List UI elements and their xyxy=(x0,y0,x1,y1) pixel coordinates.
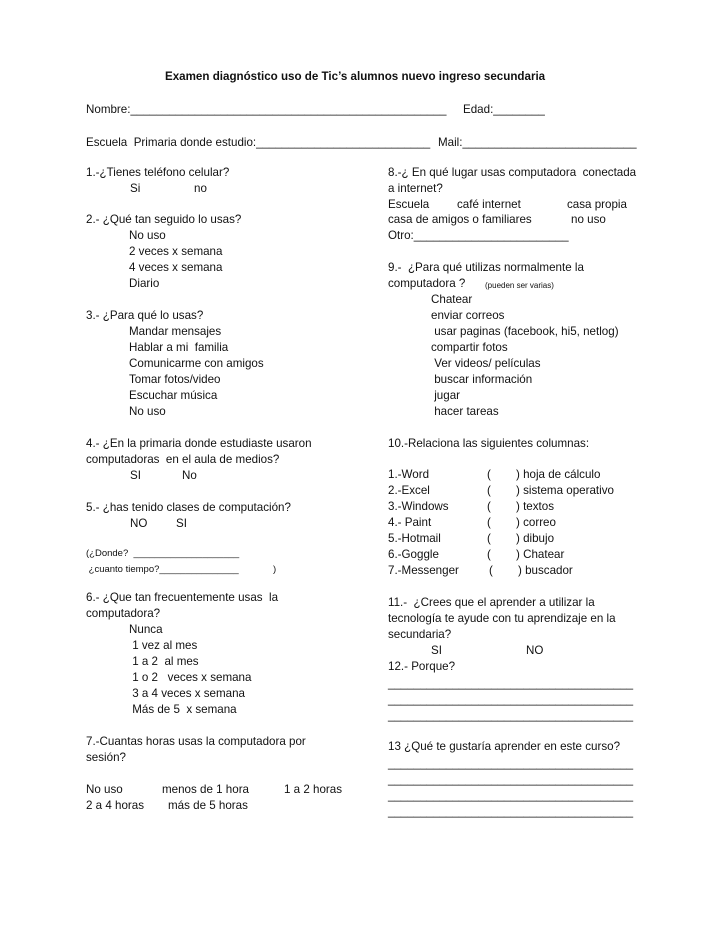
edad-field[interactable]: Edad:________ xyxy=(463,103,545,116)
q6-option[interactable]: Nunca xyxy=(129,623,163,636)
q10-question: 10.-Relaciona las siguientes columnas: xyxy=(388,437,590,450)
q10-right-item: ) correo xyxy=(516,516,556,529)
escuela-field[interactable]: Escuela Primaria donde estudio:___________________________ xyxy=(86,136,431,149)
q4-option-si[interactable]: SI xyxy=(130,469,141,482)
q10-right-item: ) dibujo xyxy=(516,532,555,545)
q6-question-line1: 6.- ¿Que tan frecuentemente usas la xyxy=(86,591,279,604)
q10-left-item: 3.-Windows xyxy=(388,500,449,513)
q10-answer-blank[interactable]: ( xyxy=(489,564,493,577)
q9-option[interactable]: compartir fotos xyxy=(431,341,508,354)
q12-question: 12.- Porque? xyxy=(388,660,456,673)
q10-left-item: 6.-Goggle xyxy=(388,548,439,561)
q9-option[interactable]: Ver videos/ películas xyxy=(431,357,541,370)
q3-option[interactable]: Mandar mensajes xyxy=(129,325,222,338)
page-title: Examen diagnóstico uso de Tic’s alumnos nuevo ingreso secundaria xyxy=(165,70,546,83)
q2-option[interactable]: No uso xyxy=(129,229,166,242)
q10-left-item: 2.-Excel xyxy=(388,484,430,497)
q9-option[interactable]: enviar correos xyxy=(431,309,505,322)
q4-option-no[interactable]: No xyxy=(182,469,197,482)
q8-otro-field[interactable]: Otro:________________________ xyxy=(388,229,569,242)
q10-left-item: 7.-Messenger xyxy=(388,564,459,577)
q3-option[interactable]: Comunicarme con amigos xyxy=(129,357,264,370)
mail-field[interactable]: Mail:___________________________ xyxy=(438,136,637,149)
q10-right-item: ) hoja de cálculo xyxy=(516,468,601,481)
q1-question: 1.-¿Tienes teléfono celular? xyxy=(86,166,230,179)
q13-answer-line[interactable]: ______________________________________ xyxy=(388,773,634,786)
q7-option[interactable]: 1 a 2 horas xyxy=(284,783,343,796)
q4-question-line1: 4.- ¿En la primaria donde estudiaste usaron xyxy=(86,437,312,450)
q8-option-casa[interactable]: casa propia xyxy=(567,198,627,211)
q10-right-item: ) textos xyxy=(516,500,555,513)
q6-question-line2: computadora? xyxy=(86,607,161,620)
q10-answer-blank[interactable]: ( xyxy=(487,516,491,529)
q3-option[interactable]: No uso xyxy=(129,405,166,418)
q5-option-si[interactable]: SI xyxy=(176,517,187,530)
q10-right-item: ) sistema operativo xyxy=(516,484,614,497)
q7-question-line2: sesión? xyxy=(86,751,126,764)
q6-option[interactable]: 3 a 4 veces x semana xyxy=(129,687,245,700)
q9-note: (pueden ser varias) xyxy=(485,281,554,290)
q3-option[interactable]: Hablar a mi familia xyxy=(129,341,229,354)
q7-question-line1: 7.-Cuantas horas usas la computadora por xyxy=(86,735,306,748)
q13-answer-line[interactable]: ______________________________________ xyxy=(388,805,634,818)
q5-donde-field[interactable]: (¿Donde? ____________________ xyxy=(86,548,240,559)
q11-question-line3: secundaria? xyxy=(388,628,452,641)
q13-answer-line[interactable]: ______________________________________ xyxy=(388,757,634,770)
q8-question-line1: 8.-¿ En qué lugar usas computadora conectada xyxy=(388,166,637,179)
q11-option-no[interactable]: NO xyxy=(526,644,544,657)
q6-option[interactable]: 1 a 2 al mes xyxy=(129,655,199,668)
q11-option-si[interactable]: SI xyxy=(431,644,442,657)
q9-option[interactable]: hacer tareas xyxy=(431,405,499,418)
q11-question-line2: tecnología te ayude con tu aprendizaje en la xyxy=(388,612,616,625)
q10-answer-blank[interactable]: ( xyxy=(487,468,491,481)
q13-answer-line[interactable]: ______________________________________ xyxy=(388,789,634,802)
q12-answer-line[interactable]: ______________________________________ xyxy=(388,677,634,690)
q10-answer-blank[interactable]: ( xyxy=(487,532,491,545)
q2-option[interactable]: Diario xyxy=(129,277,160,290)
q2-question: 2.- ¿Qué tan seguido lo usas? xyxy=(86,213,242,226)
q10-answer-blank[interactable]: ( xyxy=(487,548,491,561)
q10-right-item: ) buscador xyxy=(518,564,573,577)
q9-question-line1: 9.- ¿Para qué utilizas normalmente la xyxy=(388,261,584,274)
q3-question: 3.- ¿Para qué lo usas? xyxy=(86,309,204,322)
q8-option-escuela[interactable]: Escuela xyxy=(388,198,430,211)
q8-option-amigos[interactable]: casa de amigos o familiares xyxy=(388,213,532,226)
q13-question: 13 ¿Qué te gustaría aprender en este curso? xyxy=(388,740,621,753)
q9-question-line2: computadora ? xyxy=(388,277,466,290)
q9-option[interactable]: jugar xyxy=(431,389,461,402)
q6-option[interactable]: 1 o 2 veces x semana xyxy=(129,671,252,684)
q7-option[interactable]: No uso xyxy=(86,783,123,796)
q12-answer-line[interactable]: ______________________________________ xyxy=(388,709,634,722)
q8-option-nouso[interactable]: no uso xyxy=(571,213,606,226)
q3-option[interactable]: Escuchar música xyxy=(129,389,218,402)
q10-left-item: 1.-Word xyxy=(388,468,430,481)
q5-tiempo-field[interactable]: ¿cuanto tiempo?_______________ xyxy=(86,564,239,575)
q2-option[interactable]: 2 veces x semana xyxy=(129,245,223,258)
nombre-field[interactable]: Nombre:_________________________________________________ xyxy=(86,103,447,116)
q2-option[interactable]: 4 veces x semana xyxy=(129,261,223,274)
q1-option-si[interactable]: Si xyxy=(130,182,141,195)
q9-option[interactable]: Chatear xyxy=(431,293,473,306)
q1-option-no[interactable]: no xyxy=(194,182,207,195)
q10-answer-blank[interactable]: ( xyxy=(487,500,491,513)
q4-question-line2: computadoras en el aula de medios? xyxy=(86,453,280,466)
q10-left-item: 4.- Paint xyxy=(388,516,432,529)
q7-option[interactable]: 2 a 4 horas xyxy=(86,799,145,812)
q7-option[interactable]: más de 5 horas xyxy=(168,799,248,812)
q8-option-cafe[interactable]: café internet xyxy=(457,198,521,211)
q3-option[interactable]: Tomar fotos/video xyxy=(129,373,221,386)
q6-option[interactable]: Más de 5 x semana xyxy=(129,703,237,716)
q6-option[interactable]: 1 vez al mes xyxy=(129,639,198,652)
q10-right-item: ) Chatear xyxy=(516,548,565,561)
q9-option[interactable]: buscar información xyxy=(431,373,533,386)
q5-option-no[interactable]: NO xyxy=(130,517,148,530)
q9-option[interactable]: usar paginas (facebook, hi5, netlog) xyxy=(431,325,619,338)
q10-left-item: 5.-Hotmail xyxy=(388,532,441,545)
q12-answer-line[interactable]: ______________________________________ xyxy=(388,693,634,706)
q5-close-paren: ) xyxy=(273,564,277,575)
q5-question: 5.- ¿has tenido clases de computación? xyxy=(86,501,291,514)
q8-question-line2: a internet? xyxy=(388,182,443,195)
q10-answer-blank[interactable]: ( xyxy=(487,484,491,497)
q11-question-line1: 11.- ¿Crees que el aprender a utilizar la xyxy=(388,596,595,609)
q7-option[interactable]: menos de 1 hora xyxy=(162,783,250,796)
